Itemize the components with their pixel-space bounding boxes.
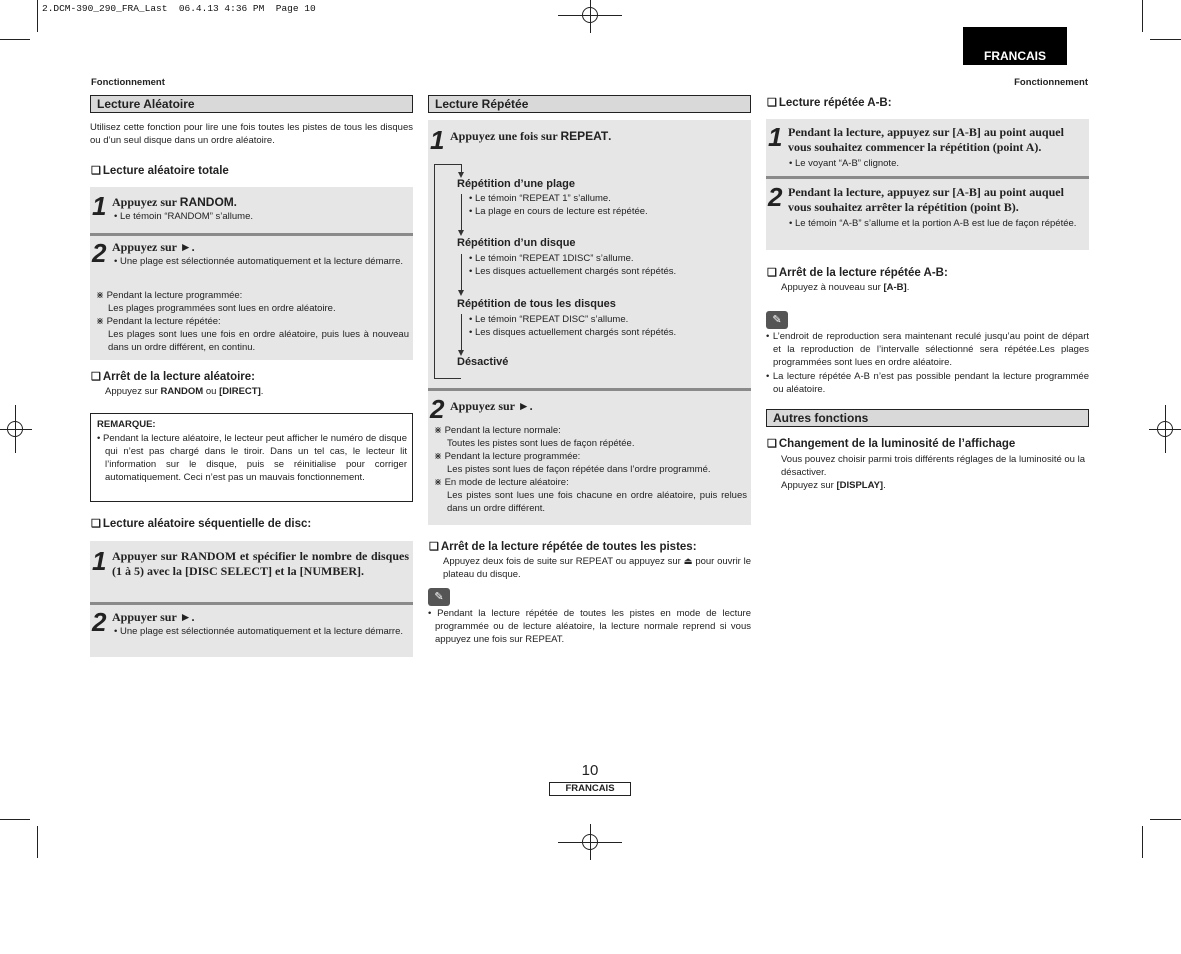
section-title-lecture-aleatoire: Lecture Aléatoire — [90, 95, 413, 113]
checkbox-icon: ❑ — [91, 165, 101, 177]
pencil-note-icon: ✎ — [766, 311, 788, 329]
checkbox-icon: ❑ — [91, 371, 101, 383]
step-title: Appuyez sur ►. — [450, 399, 533, 413]
step-bullet: • Une plage est sélectionnée automatiquement et la lecture démarre. — [114, 256, 404, 267]
step-title: Pendant la lecture, appuyez sur [A-B] au point auquel vous souhaitez commencer la répétition (point A). — [788, 125, 1064, 154]
ab-note-1: • L’endroit de reproduction sera maintenant reculé jusqu’au point de départ et la reproduction de l’intervalle sélectionné sera répétée.Les plages programmées sont lues en ordre aléatoire. — [766, 331, 1089, 368]
remark-text: • Pendant la lecture aléatoire, le lecteur peut afficher le numéro de disque qui n’est pas chargé dans le tiroir. Dans un tel cas, le lecteur lit l’information sur le disque, puis se réinitialise pour corriger automatiquement. Ceci n’est pas un mauvais fonctionnement. — [97, 433, 407, 483]
step-number: 1 — [92, 546, 107, 576]
step-number: 2 — [92, 607, 107, 637]
step-4-box — [90, 605, 413, 657]
subheading-arret-ab: ❑ Arrêt de la lecture répétée A-B: — [767, 267, 948, 279]
note-line: Les plages sont lues une fois en ordre aléatoire, puis lues à nouveau dans un ordre différent, en continu. — [108, 329, 409, 353]
subheading-repetee-ab: ❑ Lecture répétée A-B: — [767, 97, 892, 109]
step-1-box — [90, 187, 413, 233]
step-title: Appuyez sur ►. — [112, 240, 195, 254]
step-bullet: • Une plage est sélectionnée automatiquement et la lecture démarre. — [114, 626, 404, 637]
checkbox-icon: ❑ — [91, 518, 101, 530]
step-number: 2 — [92, 238, 107, 268]
printer-slug: 2.DCM-390_290_FRA_Last 06.4.13 4:36 PM Page 10 — [42, 3, 316, 14]
running-head-right: Fonctionnement — [1014, 77, 1088, 88]
subheading-arret-repetee: ❑ Arrêt de la lecture répétée de toutes les pistes: — [429, 541, 697, 553]
running-head-left: Fonctionnement — [91, 77, 165, 88]
step-number: 2 — [430, 394, 445, 424]
step-title: Appuyez sur RANDOM. — [112, 195, 237, 209]
checkbox-icon: ❑ — [767, 267, 777, 279]
ab-note-2: • La lecture répétée A-B n’est pas possible pendant la lecture programmée ou aléatoire. — [766, 371, 1089, 395]
section-title-autres-fonctions: Autres fonctions — [766, 409, 1089, 427]
language-tab: FRANCAIS — [963, 27, 1067, 65]
note-line: Les pistes sont lues une fois chacune en ordre aléatoire, puis relues dans un ordre différent. — [447, 490, 747, 514]
step-number: 2 — [768, 182, 783, 212]
ab-step-1-box — [766, 119, 1089, 176]
luminosite-instruction: Appuyez sur [DISPLAY]. — [781, 480, 886, 491]
step-title: Appuyer sur ►. — [112, 610, 195, 624]
step-number: 1 — [430, 125, 445, 155]
flow-bullet: • Les disques actuellement chargés sont répétés. — [469, 266, 677, 277]
flow-bullet: • Le témoin “REPEAT DISC” s’allume. — [469, 314, 629, 325]
note-line: Les pistes sont lues de façon répétée dans l’ordre programmé. — [447, 464, 711, 475]
repeat-step-1-box — [428, 120, 751, 388]
subheading-lecture-aleatoire-totale: ❑ Lecture aléatoire totale — [91, 165, 229, 177]
flow-bullet: • Les disques actuellement chargés sont répétés. — [469, 327, 677, 338]
subheading-aleatoire-sequentielle: ❑ Lecture aléatoire séquentielle de disc: — [91, 518, 312, 530]
note-line: ⋇ En mode de lecture aléatoire: — [434, 477, 569, 488]
subheading-luminosite: ❑ Changement de la luminosité de l’affichage — [767, 438, 1016, 450]
step-bullet: • Le témoin “A-B” s’allume et la portion A-B est lue de façon répétée. — [789, 218, 1077, 229]
checkbox-icon: ❑ — [767, 97, 777, 109]
step-2-box — [90, 236, 413, 360]
note-line: Les plages programmées sont lues en ordre aléatoire. — [108, 303, 336, 314]
arret-aleatoire-text: Appuyez sur RANDOM ou [DIRECT]. — [105, 386, 264, 397]
note-line: ⋇ Pendant la lecture normale: — [434, 425, 561, 436]
step-title: Appuyer sur RANDOM et spécifier le nombre de disques (1 à 5) avec la [DISC SELECT] et la [NUMBER]. — [112, 549, 409, 578]
repeat-note-text: • Pendant la lecture répétée de toutes les pistes en mode de lecture programmée ou de lecture aléatoire, la lecture normale reprend si vous appuyez une fois sur REPEAT. — [428, 608, 751, 645]
note-line: Toutes les pistes sont lues de façon répétée. — [447, 438, 635, 449]
checkbox-icon: ❑ — [429, 541, 439, 553]
flow-label: Répétition d’un disque — [457, 237, 576, 249]
checkbox-icon: ❑ — [767, 438, 777, 450]
step-bullet: • Le témoin “RANDOM” s’allume. — [114, 211, 253, 222]
flow-label: Répétition d’une plage — [457, 178, 575, 190]
flow-label: Répétition de tous les disques — [457, 298, 616, 310]
step-title: Appuyez une fois sur REPEAT. — [450, 129, 612, 143]
remark-title: REMARQUE: — [97, 419, 156, 430]
flow-bullet: • La plage en cours de lecture est répétée. — [469, 206, 648, 217]
arret-ab-text: Appuyez à nouveau sur [A-B]. — [781, 282, 910, 293]
page-language-label: FRANCAIS — [549, 782, 631, 796]
flow-end-label: Désactivé — [457, 356, 509, 368]
step-bullet: • Le voyant “A-B” clignote. — [789, 158, 899, 169]
flow-bullet: • Le témoin “REPEAT 1DISC” s’allume. — [469, 253, 634, 264]
luminosite-text: Vous pouvez choisir parmi trois différents réglages de la luminosité ou la désactiver. — [781, 454, 1085, 478]
repeat-step-2-box — [428, 391, 751, 525]
step-number: 1 — [768, 122, 783, 152]
ab-step-2-box — [766, 179, 1089, 250]
section-title-lecture-repetee: Lecture Répétée — [428, 95, 751, 113]
step-number: 1 — [92, 191, 107, 221]
step-title: Pendant la lecture, appuyez sur [A-B] au point auquel vous souhaitez arrêter la répétition (point B). — [788, 185, 1064, 214]
pencil-note-icon: ✎ — [428, 588, 450, 606]
remark-box — [90, 413, 413, 502]
note-line: ⋇ Pendant la lecture programmée: — [96, 290, 243, 301]
subheading-arret-aleatoire: ❑ Arrêt de la lecture aléatoire: — [91, 371, 255, 383]
intro-text: Utilisez cette fonction pour lire une fois toutes les pistes de tous les disques ou d’un seul disque dans un ordre aléatoire. — [90, 122, 413, 146]
arret-repetee-text: Appuyez deux fois de suite sur REPEAT ou appuyez sur ⏏ pour ouvrir le plateau du disque. — [443, 556, 751, 580]
step-3-box — [90, 541, 413, 602]
page-number: 10 — [581, 762, 599, 779]
note-line: ⋇ Pendant la lecture répétée: — [96, 316, 221, 327]
flow-bullet: • Le témoin “REPEAT 1” s’allume. — [469, 193, 611, 204]
note-line: ⋇ Pendant la lecture programmée: — [434, 451, 581, 462]
